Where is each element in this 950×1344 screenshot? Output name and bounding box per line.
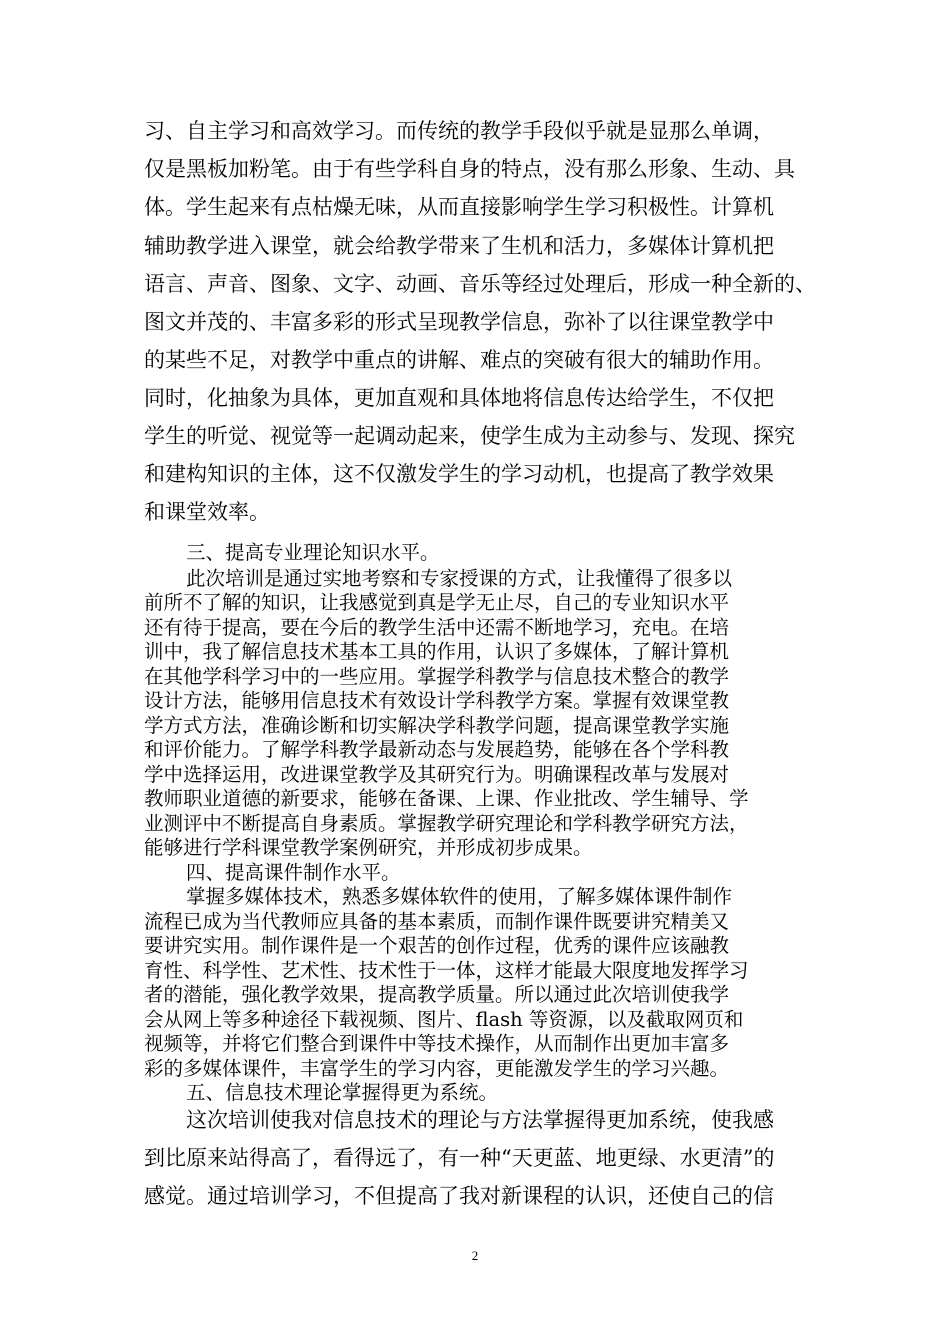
text-line: 流程已成为当代教师应具备的基本素质，而制作课件既要讲究精美又: [144, 910, 730, 933]
text-line: 到比原来站得高了，看得远了，有一种“天更蓝、地更绿、水更清”的: [144, 1146, 775, 1170]
text-line: 和评价能力。了解学科教学最新动态与发展趋势，能够在各个学科教: [144, 738, 730, 761]
text-line: 设计方法，能够用信息技术有效设计学科教学方案。掌握有效课堂教: [144, 689, 730, 712]
text-line: 习、自主学习和高效学习。而传统的教学手段似乎就是显那么单调，: [144, 119, 774, 143]
text-line: 要讲究实用。制作课件是一个艰苦的创作过程，优秀的课件应该融教: [144, 934, 730, 957]
text-line: 辅助教学进入课堂，就会给教学带来了生机和活力，多媒体计算机把: [144, 234, 774, 258]
text-line: 业测评中不断提高自身素质。掌握教学研究理论和学科教学研究方法，: [144, 812, 749, 835]
section-5-heading: 五、信息技术理论掌握得更为系统。: [186, 1081, 499, 1104]
text-line: 育性、科学性、艺术性、技术性于一体，这样才能最大限度地发挥学习: [144, 959, 749, 982]
text-line: 训中，我了解信息技术基本工具的作用，认识了多媒体，了解计算机: [144, 640, 730, 663]
text-line: 同时，化抽象为具体，更加直观和具体地将信息传达给学生，不仅把: [144, 386, 774, 410]
text-line: 学生的听觉、视觉等一起调动起来，使学生成为主动参与、发现、探究: [144, 424, 795, 448]
text-line: 体。学生起来有点枯燥无味，从而直接影响学生学习积极性。计算机: [144, 195, 774, 219]
text-line: 此次培训是通过实地考察和专家授课的方式，让我懂得了很多以: [186, 567, 733, 590]
text-line: 和课堂效率。: [144, 500, 270, 524]
text-line: 和建构知识的主体，这不仅激发学生的学习动机，也提高了教学效果: [144, 462, 774, 486]
text-line: 的某些不足，对教学中重点的讲解、难点的突破有很大的辅助作用。: [144, 348, 774, 372]
text-line: 图文并茂的、丰富多彩的形式呈现教学信息，弥补了以往课堂教学中: [144, 310, 774, 334]
text-line: 会从网上等多种途径下载视频、图片、flash 等资源，以及截取网页和: [144, 1008, 744, 1031]
text-line: 语言、声音、图象、文字、动画、音乐等经过处理后，形成一种全新的、: [144, 272, 816, 296]
text-line: 视频等，并将它们整合到课件中等技术操作，从而制作出更加丰富多: [144, 1032, 730, 1055]
text-line: 能够进行学科课堂教学案例研究，并形成初步成果。: [144, 836, 593, 859]
text-line: 仅是黑板加粉笔。由于有些学科自身的特点，没有那么形象、生动、具: [144, 157, 795, 181]
text-line: 还有待于提高，要在今后的教学生活中还需不断地学习，充电。在培: [144, 616, 730, 639]
text-line: 学方式方法，准确诊断和切实解决学科教学问题，提高课堂教学实施: [144, 714, 730, 737]
text-line: 彩的多媒体课件，丰富学生的学习内容，更能激发学生的学习兴趣。: [144, 1057, 730, 1080]
text-line: 者的潜能，强化教学效果，提高教学质量。所以通过此次培训使我学: [144, 983, 730, 1006]
text-line: 在其他学科学习中的一些应用。掌握学科教学与信息技术整合的教学: [144, 665, 730, 688]
page-number: 2: [471, 1248, 479, 1263]
section-3-heading: 三、提高专业理论知识水平。: [186, 541, 440, 564]
text-line: 掌握多媒体技术，熟悉多媒体软件的使用，了解多媒体课件制作: [186, 885, 733, 908]
text-line: 感觉。通过培训学习，不但提高了我对新课程的认识，还使自己的信: [144, 1184, 774, 1208]
section-4-heading: 四、提高课件制作水平。: [186, 861, 401, 884]
text-line: 学中选择运用，改进课堂教学及其研究行为。明确课程改革与发展对: [144, 763, 730, 786]
text-line: 前所不了解的知识，让我感觉到真是学无止尽，自己的专业知识水平: [144, 591, 730, 614]
text-line: 这次培训使我对信息技术的理论与方法掌握得更加系统，使我感: [186, 1108, 774, 1132]
text-line: 教师职业道德的新要求，能够在备课、上课、作业批改、学生辅导、学: [144, 787, 749, 810]
